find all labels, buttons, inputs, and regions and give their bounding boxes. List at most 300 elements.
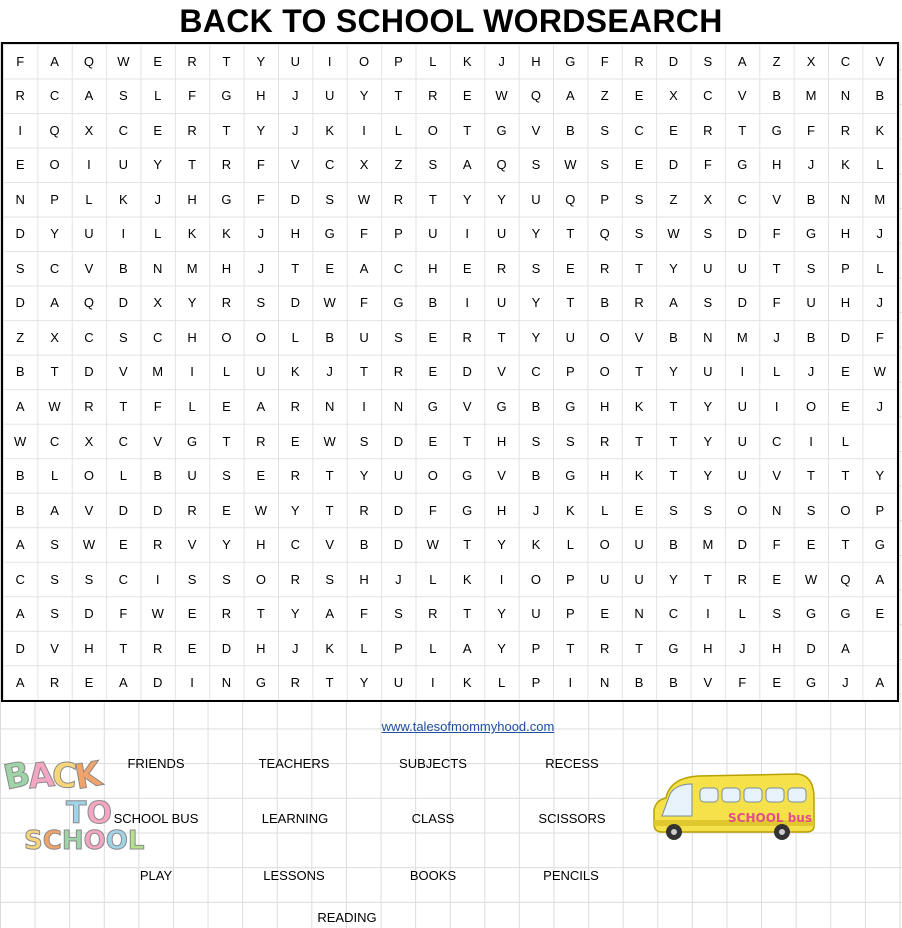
grid-cell: A [841,640,850,656]
grid-cell: S [634,226,644,242]
grid-cell: J [498,53,505,69]
grid-cell: G [221,88,232,104]
grid-cell: N [221,675,232,691]
grid-cell: V [737,88,747,104]
word-subjects: SUBJECTS [399,756,467,771]
grid-cell: G [805,675,817,691]
grid-cell: N [324,399,335,415]
grid-cell: W [151,606,164,622]
grid-cell: I [774,399,779,415]
grid-cell: F [600,53,609,69]
grid-cell: A [15,537,25,553]
grid-cell: F [360,226,368,242]
grid-cell: J [876,295,884,311]
grid-cell: Y [153,157,163,173]
grid-cell: S [325,191,334,207]
grid-cell: R [393,364,404,380]
grid-cell: I [121,226,126,242]
grid-cell: Y [497,606,506,622]
grid-cell: S [669,502,678,518]
grid-cell: I [465,226,469,242]
grid-cell: R [428,88,438,104]
grid-cell: J [395,571,402,587]
grid-cell: C [737,191,747,207]
grid-cell: K [119,191,128,207]
grid-cell: G [462,502,473,518]
grid-cell: S [531,433,541,449]
page-title: BACK TO SCHOOL WORDSEARCH [0,0,902,42]
grid-cell: R [187,122,197,138]
grid-cell: U [359,329,369,345]
grid-cell: Y [359,675,369,691]
grid-cell: E [256,468,266,484]
grid-cell: J [292,88,299,104]
grid-cell: A [15,399,25,415]
grid-cell: L [876,260,884,276]
grid-cell: E [772,675,781,691]
grid-cell: R [256,433,266,449]
grid-cell: R [496,260,507,276]
grid-cell: O [255,571,266,587]
grid-cell: X [153,295,163,311]
grid-cell: C [118,433,129,449]
grid-cell: S [566,433,575,449]
grid-cell: G [565,53,576,69]
grid-cell: D [737,537,747,553]
grid-cell: G [737,157,748,173]
grid-cell: T [669,399,678,415]
word-friends: FRIENDS [127,756,185,771]
grid-cell: H [256,537,266,553]
grid-cell: U [531,191,541,207]
grid-cell: E [600,606,610,622]
grid-cell: U [634,571,644,587]
grid-cell: C [290,537,300,553]
grid-cell: G [771,122,782,138]
grid-cell: J [876,226,884,242]
grid-cell: L [291,329,299,345]
grid-cell: Y [222,537,231,553]
grid-cell: M [805,88,817,104]
grid-cell: S [256,295,266,311]
grid-cell: U [118,157,129,173]
grid-cell: S [394,606,403,622]
grid-cell: T [119,640,128,656]
word-play: PLAY [139,868,173,883]
grid-cell: L [566,537,574,553]
grid-cell: A [119,675,128,691]
grid-cell: X [703,191,713,207]
grid-cell: D [462,364,472,380]
grid-cell: L [154,226,162,242]
grid-cell: B [772,88,781,104]
grid-cell: W [48,399,61,415]
grid-cell: H [600,399,610,415]
grid-cell: P [50,191,59,207]
grid-cell: L [841,433,850,449]
grid-cell: T [463,122,472,138]
grid-cell [863,424,897,459]
grid-cell: G [668,640,679,656]
grid-cell: T [325,468,334,484]
grid-cell: R [290,399,300,415]
grid-cell: U [703,364,713,380]
grid-cell: I [190,675,194,691]
grid-cell: D [118,295,129,311]
grid-cell: S [703,53,713,69]
grid-cell: F [119,606,128,622]
grid-cell: B [359,537,369,553]
grid-cell: U [737,468,747,484]
grid-cell: E [153,53,163,69]
grid-cell: D [290,295,300,311]
grid-cell: T [669,433,678,449]
grid-cell: E [806,537,816,553]
grid-cell: U [600,571,610,587]
grid-cell: V [84,260,94,276]
grid-cell: J [876,399,884,415]
grid-cell: J [292,640,299,656]
grid-cell: Y [50,226,59,242]
grid-cell: F [772,226,781,242]
grid-cell: Y [703,399,713,415]
word-pencils: PENCILS [543,868,599,883]
grid-cell: V [634,329,644,345]
grid-cell: R [221,157,232,173]
grid-cell: E [875,606,885,622]
grid-cell: R [840,122,851,138]
grid-cell: G [393,295,404,311]
grid-cell: C [531,364,541,380]
grid-cell: V [119,364,128,380]
grid-cell: P [841,260,850,276]
grid-cell: H [771,640,782,656]
grid-cell: E [841,364,850,380]
grid-cell: R [737,571,747,587]
grid-cell: B [669,329,678,345]
grid-cell: R [428,606,438,622]
grid-cell: Q [530,88,542,104]
grid-cell: N [15,191,25,207]
grid-cell: M [152,364,164,380]
grid-cell: G [221,191,232,207]
grid-cell: P [394,53,403,69]
grid-cell: W [254,502,268,518]
grid-cell: C [668,606,679,622]
grid-cell: L [50,468,59,484]
grid-cell: X [359,157,369,173]
grid-cell: B [600,295,610,311]
grid-cell: Z [669,191,678,207]
grid-cell: T [360,364,368,380]
grid-cell: D [668,157,679,173]
grid-cell: O [255,329,266,345]
grid-cell: E [222,399,231,415]
grid-cell: R [290,675,300,691]
grid-cell: Y [256,53,266,69]
back-to-school-logo: BACK [0,753,105,799]
grid-cell: X [50,329,59,345]
grid-cell: S [325,571,334,587]
grid-cell: L [773,364,781,380]
grid-cell: Q [49,122,60,138]
grid-cell: Y [531,295,541,311]
grid-cell: U [256,364,266,380]
grid-cell: Q [599,226,610,242]
grid-cell: G [462,468,473,484]
grid-cell: I [499,571,504,587]
grid-cell: B [669,537,678,553]
grid-cell: C [771,433,782,449]
grid-cell: U [737,260,747,276]
grid-cell: G [496,122,507,138]
grid-cell: Y [290,606,300,622]
grid-cell: I [87,157,91,173]
grid-cell: D [153,675,163,691]
grid-cell: Y [462,191,472,207]
grid-cell: H [187,329,197,345]
grid-cell: N [703,329,713,345]
grid-cell: H [359,571,369,587]
grid-cell: G [187,433,198,449]
grid-cell: R [290,468,300,484]
grid-cell: T [566,295,575,311]
grid-cell: S [84,571,94,587]
grid-cell: G [565,399,576,415]
grid-cell: Y [359,88,369,104]
grid-cell: H [771,157,782,173]
grid-cell: X [669,88,678,104]
grid-cell: E [325,260,334,276]
grid-cell: T [841,468,850,484]
grid-cell: I [809,433,813,449]
grid-cell: U [737,399,747,415]
grid-cell: V [325,537,334,553]
grid-cell: C [840,53,851,69]
grid-cell: Y [703,468,713,484]
grid-cell: D [668,53,679,69]
grid-cell: V [772,468,781,484]
grid-cell: Q [840,571,851,587]
grid-cell: T [222,122,231,138]
grid-cell: L [429,571,437,587]
grid-cell: J [842,675,849,691]
grid-cell: H [600,468,610,484]
grid-cell: N [393,399,404,415]
grid-cell: W [873,364,886,380]
word-recess: RECESS [545,756,599,771]
grid-cell: S [703,226,713,242]
grid-cell: K [325,122,334,138]
grid-cell: U [531,606,541,622]
grid-cell: T [463,606,472,622]
grid-cell: B [669,675,678,691]
grid-cell: P [531,675,541,691]
grid-cell: L [119,468,127,484]
grid-cell: E [669,122,678,138]
grid-cell: B [634,675,644,691]
grid-cell: H [496,502,507,518]
grid-cell: U [393,675,404,691]
grid-cell: L [876,157,884,173]
grid-cell: L [222,364,231,380]
grid-cell: O [221,329,232,345]
grid-cell: R [153,537,163,553]
grid-cell: I [362,122,366,138]
grid-cell: B [119,260,128,276]
grid-cell: J [739,640,746,656]
word-reading: READING [317,910,377,925]
grid-cell: T [807,468,815,484]
grid-cell: R [703,122,713,138]
grid-cell: T [291,260,300,276]
grid-cell: F [703,157,712,173]
grid-cell: J [773,329,780,345]
grid-cell: D [737,295,747,311]
grid-cell: T [841,537,850,553]
grid-cell: V [531,122,541,138]
grid-cell: T [325,675,334,691]
grid-cell: J [292,122,299,138]
grid-cell: I [327,53,332,69]
grid-cell: R [600,433,610,449]
grid-cell: P [600,191,610,207]
grid-cell: O [840,502,851,518]
grid-cell: T [222,53,231,69]
grid-cell: E [84,675,94,691]
grid-cell: A [15,606,25,622]
grid-cell: U [324,88,335,104]
grid-cell: Y [256,122,266,138]
grid-cell: F [360,295,368,311]
grid-cell: C [118,571,129,587]
grid-cell: E [187,640,197,656]
grid-cell: Y [187,295,197,311]
grid-cell: O [599,329,610,345]
grid-cell: S [222,468,231,484]
grid-cell: T [772,260,781,276]
word-school-bus: SCHOOL BUS [113,811,199,826]
grid-cell: J [532,502,540,518]
grid-cell: H [496,433,507,449]
grid-cell: C [49,88,60,104]
word-books: BOOKS [409,868,457,883]
grid-cell: Q [83,53,95,69]
grid-cell: T [394,88,403,104]
grid-cell: L [429,640,437,656]
grid-cell: K [841,157,850,173]
grid-cell: P [566,364,575,380]
grid-cell: Q [83,295,95,311]
grid-cell: D [15,295,25,311]
grid-cell: E [15,157,25,173]
grid-cell: J [807,364,815,380]
grid-cell: V [50,640,59,656]
grid-cell: D [393,433,404,449]
grid-cell: D [393,537,404,553]
word-lessons: LESSONS [263,868,325,883]
grid-cell: P [566,606,575,622]
grid-cell: H [187,191,197,207]
logo-school: SCHOOL [24,826,145,856]
grid-cell: G [496,399,507,415]
grid-cell: T [463,433,472,449]
grid-cell: F [153,399,162,415]
grid-cell [863,631,897,666]
grid-cell: C [118,122,129,138]
grid-cell: S [50,537,59,553]
grid-cell: T [566,226,575,242]
grid-cell: B [15,364,25,380]
website-link[interactable]: www.talesofmommyhood.com [381,719,555,734]
grid-cell: U [496,295,507,311]
grid-cell: B [15,502,25,518]
grid-cell: W [14,433,27,449]
grid-cell: T [222,433,231,449]
grid-cell: D [840,329,851,345]
grid-cell: V [187,537,197,553]
grid-cell: O [83,468,95,484]
grid-cell: S [600,122,610,138]
grid-cell: F [16,53,25,69]
grid-cell: S [772,606,781,622]
grid-cell: Y [531,226,541,242]
grid-cell: E [119,537,128,553]
grid-cell: W [357,191,371,207]
grid-cell: D [153,502,163,518]
grid-cell: C [49,260,60,276]
word-class: CLASS [411,811,455,826]
grid-cell: S [428,157,438,173]
grid-cell: V [497,364,506,380]
grid-cell: A [50,53,59,69]
grid-cell: S [531,157,541,173]
grid-cell: A [875,675,885,691]
grid-cell: S [600,157,610,173]
grid-cell: R [462,329,472,345]
grid-cell: S [634,191,644,207]
grid-cell: O [358,53,370,69]
grid-cell: H [531,53,541,69]
grid-cell: U [428,226,438,242]
grid-cell: V [84,502,94,518]
grid-cell: E [428,329,438,345]
grid-cell: J [154,191,161,207]
grid-cell: R [290,571,300,587]
grid-cell: A [256,399,266,415]
word-search-grid [1,42,899,702]
grid-cell: V [153,433,163,449]
grid-cell: K [325,640,334,656]
grid-cell: E [462,88,472,104]
grid-cell: R [187,502,197,518]
grid-cell: T [703,571,712,587]
grid-cell: P [394,226,403,242]
grid-cell: P [531,640,541,656]
grid-cell: O [737,502,748,518]
grid-cell: T [497,329,506,345]
grid-cell: D [221,640,232,656]
grid-cell: E [634,88,644,104]
grid-cell: C [153,329,163,345]
grid-cell: P [566,571,575,587]
grid-cell: V [772,191,781,207]
grid-cell: F [807,122,815,138]
grid-cell: U [806,295,816,311]
grid-cell: O [427,122,438,138]
grid-cell: W [804,571,818,587]
grid-cell: R [359,502,369,518]
